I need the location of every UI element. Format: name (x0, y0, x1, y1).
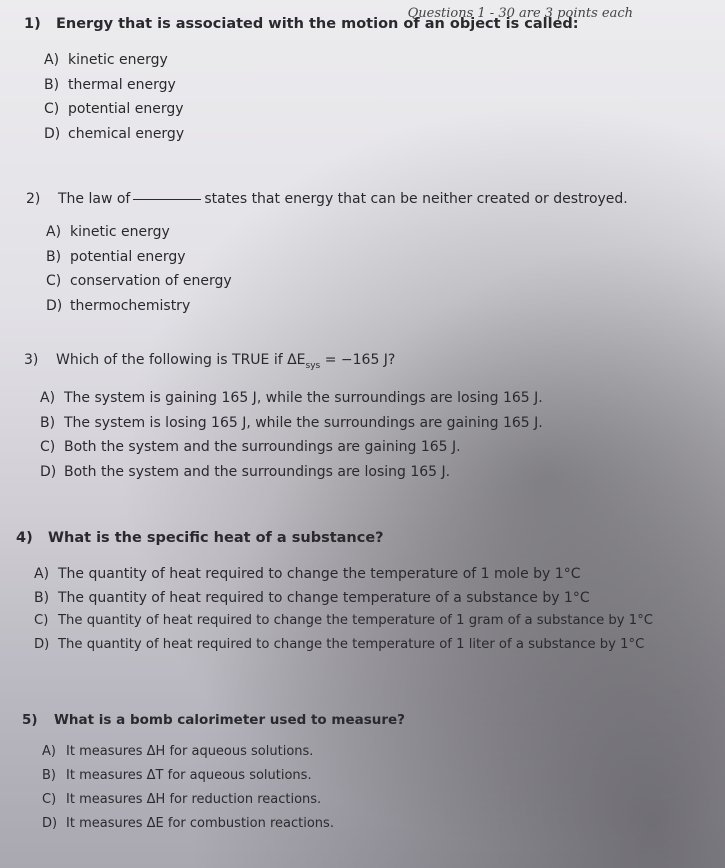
option-letter: B) (34, 589, 50, 606)
option-letter: C) (40, 439, 56, 455)
option-b[interactable] (34, 590, 653, 614)
option-text: It measures ΔH for aqueous solutions. (66, 744, 314, 759)
option-text: kinetic energy (70, 224, 170, 240)
option-letter: B) (40, 414, 56, 431)
question-2-options (46, 224, 232, 322)
option-text: thermochemistry (70, 297, 191, 314)
option-text: thermal energy (68, 76, 176, 93)
option-letter: B) (42, 768, 56, 783)
option-c[interactable] (46, 273, 232, 298)
question-3-options (40, 390, 543, 488)
question-text-after: = −165 J? (320, 352, 396, 368)
option-b[interactable] (44, 77, 184, 102)
option-d[interactable] (42, 816, 334, 840)
option-text: It measures ΔH for reduction reactions. (66, 792, 322, 807)
option-letter: B) (44, 76, 60, 93)
option-text: The quantity of heat required to change the temperature of 1 mole by 1°C (58, 566, 581, 582)
option-letter: A) (42, 744, 56, 759)
option-d[interactable] (40, 464, 543, 489)
question-1-options (44, 52, 184, 150)
question-3-stem (24, 352, 395, 371)
points-header: Questions 1 - 30 are 3 points each (407, 6, 633, 21)
question-text-before: The law of (58, 191, 131, 207)
question-4-stem (16, 530, 384, 546)
question-number: 1) (24, 16, 41, 32)
option-letter: D) (42, 816, 58, 831)
option-letter: A) (34, 566, 50, 582)
option-letter: C) (44, 101, 60, 117)
option-a[interactable] (40, 390, 543, 415)
option-text: It measures ΔE for combustion reactions. (66, 816, 334, 831)
option-letter: A) (44, 52, 60, 68)
option-letter: A) (46, 224, 62, 240)
option-letter: A) (40, 390, 56, 406)
question-2-stem (26, 191, 628, 207)
question-5-stem (22, 712, 405, 728)
option-text: Both the system and the surroundings are gaining 165 J. (64, 439, 461, 455)
question-1-stem (24, 16, 579, 32)
question-text: What is a bomb calorimeter used to measure? (54, 712, 406, 728)
option-letter: C) (46, 273, 62, 289)
option-text: It measures ΔT for aqueous solutions. (66, 768, 312, 783)
option-c[interactable] (40, 439, 543, 464)
option-text: chemical energy (68, 125, 185, 142)
answer-blank (133, 199, 201, 200)
option-a[interactable] (34, 566, 653, 590)
option-a[interactable] (42, 744, 334, 768)
option-text: The quantity of heat required to change the temperature of 1 gram of a substance by 1°C (58, 613, 653, 628)
option-letter: D) (46, 297, 63, 314)
option-c[interactable] (44, 101, 184, 126)
option-text: The system is losing 165 J, while the surroundings are gaining 165 J. (64, 414, 543, 431)
option-d[interactable] (44, 126, 184, 151)
option-a[interactable] (44, 52, 184, 77)
question-number: 3) (24, 352, 39, 368)
question-number: 2) (26, 191, 41, 207)
option-text: The quantity of heat required to change temperature of a substance by 1°C (58, 589, 590, 606)
option-text: potential energy (68, 101, 184, 117)
question-text: What is the specific heat of a substance? (48, 530, 384, 546)
option-c[interactable] (42, 792, 334, 816)
option-text: The system is gaining 165 J, while the surroundings are losing 165 J. (64, 390, 543, 406)
question-4-options (34, 566, 653, 660)
option-text: kinetic energy (68, 52, 168, 68)
option-c[interactable] (34, 613, 653, 637)
question-text-before: Which of the following is TRUE if ΔE (56, 352, 306, 368)
option-b[interactable] (46, 249, 232, 274)
option-letter: D) (44, 125, 61, 142)
option-text: The quantity of heat required to change the temperature of 1 liter of a substance by 1°C (58, 636, 645, 652)
option-d[interactable] (34, 637, 653, 661)
question-number: 5) (22, 712, 38, 728)
option-letter: D) (34, 636, 50, 652)
option-letter: B) (46, 248, 62, 265)
option-b[interactable] (42, 768, 334, 792)
option-text: potential energy (70, 248, 186, 265)
option-text: Both the system and the surroundings are losing 165 J. (64, 463, 451, 480)
option-b[interactable] (40, 415, 543, 440)
option-letter: C) (42, 792, 57, 807)
question-number: 4) (16, 530, 33, 546)
question-text-after: states that energy that can be neither created or destroyed. (204, 191, 628, 207)
option-letter: D) (40, 463, 57, 480)
option-a[interactable] (46, 224, 232, 249)
question-subscript: sys (305, 360, 321, 371)
option-text: conservation of energy (70, 273, 232, 289)
option-d[interactable] (46, 298, 232, 323)
option-letter: C) (34, 613, 49, 628)
question-text: Energy that is associated with the motion of an object is called: (56, 16, 579, 32)
question-5-options (42, 744, 334, 840)
